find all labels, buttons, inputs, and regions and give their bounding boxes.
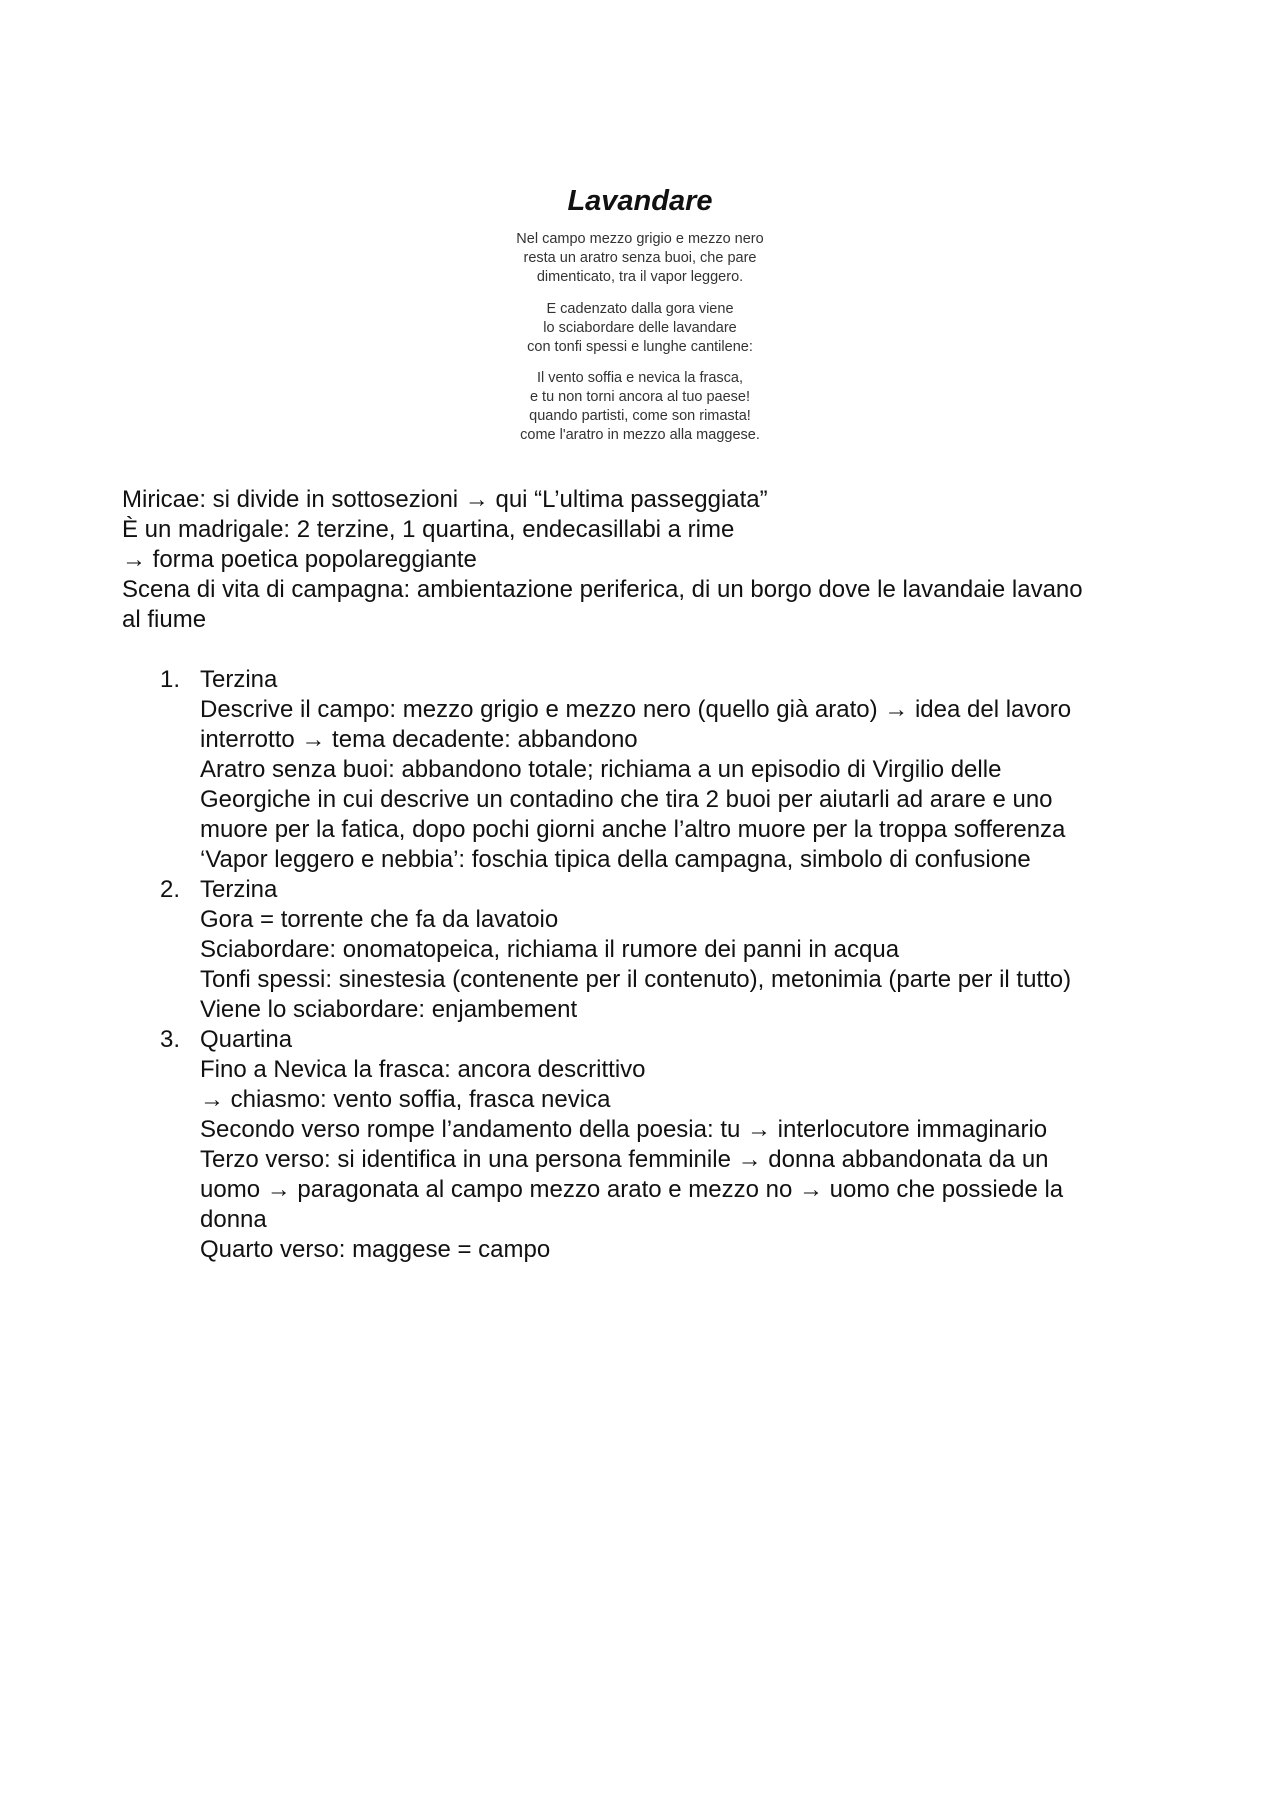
paragraph-spacer	[122, 635, 1182, 665]
list-line: Viene lo sciabordare: enjambement	[200, 996, 578, 1023]
intro-line: È un madrigale: 2 terzine, 1 quartina, endecasillabi a rime	[122, 516, 735, 543]
list-line: Quartina	[200, 1026, 293, 1053]
list-line: Quarto verso: maggese = campo	[200, 1236, 551, 1263]
list-item	[122, 875, 1182, 1025]
intro-line: Scena di vita di campagna: ambientazione periferica, di un borgo dove le lavandaie lavano	[122, 576, 1083, 603]
notes-body	[122, 485, 1182, 1265]
poem-verse: quando partisti, come son rimasta!	[529, 408, 751, 424]
list-item	[122, 665, 1182, 875]
poem-verse: Nel campo mezzo grigio e mezzo nero	[516, 231, 764, 247]
list-line: Gora = torrente che fa da lavatoio	[200, 906, 559, 933]
list-line: → chiasmo: vento soffia, frasca nevica	[200, 1086, 611, 1113]
list-line: donna	[200, 1206, 267, 1233]
poem-verse: Il vento soffia e nevica la frasca,	[536, 370, 744, 386]
poem-verse: resta un aratro senza buoi, che pare	[523, 250, 757, 266]
numbered-list	[122, 665, 1182, 1265]
list-line: uomo → paragonata al campo mezzo arato e mezzo no → uomo che possiede la	[200, 1176, 1064, 1203]
poem-verse: con tonfi spessi e lunghe cantilene:	[527, 338, 753, 355]
poem	[0, 230, 1280, 458]
list-number: 3.	[160, 1026, 181, 1053]
poem-verse: dimenticato, tra il vapor leggero.	[536, 269, 744, 285]
poem-verse: lo sciabordare delle lavandare	[543, 319, 737, 336]
list-line: muore per la fatica, dopo pochi giorni anche l’altro muore per la troppa sofferenza	[200, 816, 1066, 843]
list-line: ‘Vapor leggero e nebbia’: foschia tipica della campagna, simbolo di confusione	[200, 846, 1031, 873]
document-title: Lavandare	[567, 185, 713, 217]
list-line: Terzina	[200, 876, 278, 903]
list-number: 1.	[160, 666, 181, 693]
list-line: Descrive il campo: mezzo grigio e mezzo nero (quello già arato) → idea del lavoro	[200, 696, 1072, 723]
list-line: Sciabordare: onomatopeica, richiama il rumore dei panni in acqua	[200, 936, 900, 963]
poem-stanza	[0, 369, 1280, 445]
list-line: Terzina	[200, 666, 278, 693]
poem-stanza	[0, 230, 1280, 287]
list-line: Secondo verso rompe l’andamento della poesia: tu → interlocutore immaginario	[200, 1116, 1048, 1143]
list-item	[122, 1025, 1182, 1265]
poem-verse: E cadenzato dalla gora viene	[546, 300, 734, 317]
list-line: Aratro senza buoi: abbandono totale; richiama a un episodio di Virgilio delle	[200, 756, 1002, 783]
list-number: 2.	[160, 876, 181, 903]
list-line: Georgiche in cui descrive un contadino che tira 2 buoi per aiutarli ad arare e uno	[200, 786, 1053, 813]
list-line: Terzo verso: si identifica in una persona femminile → donna abbandonata da un	[200, 1146, 1049, 1173]
list-line: Tonfi spessi: sinestesia (contenente per il contenuto), metonimia (parte per il tutto)	[200, 966, 1072, 993]
list-line: interrotto → tema decadente: abbandono	[200, 726, 638, 753]
intro-line: al fiume	[122, 606, 207, 633]
intro-line: Miricae: si divide in sottosezioni → qui “L’ultima passeggiata”	[122, 486, 768, 513]
poem-verse: e tu non torni ancora al tuo paese!	[529, 389, 751, 405]
list-line: Fino a Nevica la frasca: ancora descrittivo	[200, 1056, 646, 1083]
intro-line: → forma poetica popolareggiante	[122, 546, 477, 573]
poem-verse: come l'aratro in mezzo alla maggese.	[520, 427, 760, 443]
poem-stanza	[0, 300, 1280, 357]
